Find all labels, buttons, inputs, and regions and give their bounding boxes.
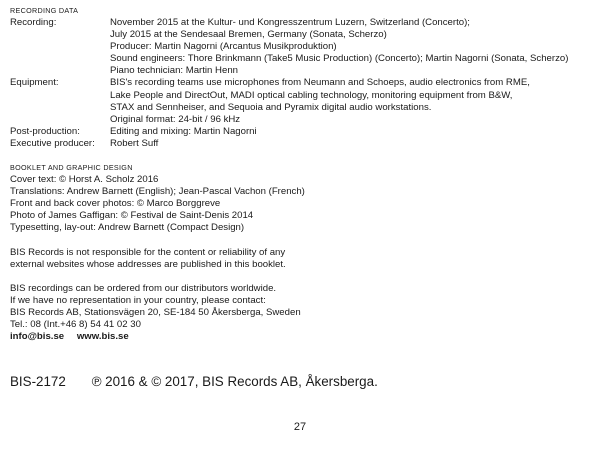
- executive-producer-line: Robert Suff: [110, 137, 159, 149]
- credit-line: Front and back cover photos: © Marco Borggreve: [10, 198, 221, 210]
- equipment-line: BIS's recording teams use microphones from Neumann and Schoeps, audio electronics from RME,: [110, 77, 530, 89]
- equipment-row: [10, 77, 595, 125]
- ordering-line: If we have no representation in your country, please contact:: [10, 294, 266, 306]
- email-link[interactable]: info@bis.se: [10, 331, 65, 343]
- recording-values: [110, 17, 595, 77]
- post-production-label: Post-production:: [10, 125, 80, 137]
- recording-label: Recording:: [10, 17, 57, 28]
- page-number: 27: [293, 421, 307, 433]
- disclaimer-line: BIS Records is not responsible for the content or reliability of any: [10, 246, 286, 258]
- recording-line: Producer: Martin Nagorni (Arcantus Musikproduktion): [110, 41, 337, 53]
- post-production-row: [10, 126, 595, 138]
- equipment-line: Original format: 24-bit / 96 kHz: [110, 113, 241, 125]
- executive-producer-label: Executive producer:: [10, 137, 95, 149]
- recording-data-rows: [10, 17, 595, 150]
- recording-data-heading: RECORDING DATA: [10, 6, 79, 15]
- executive-producer-row: [10, 138, 595, 150]
- contact-line: [10, 331, 595, 343]
- copyright-notice: ℗ 2016 & © 2017, BIS Records AB, Åkersberga.: [91, 374, 378, 389]
- booklet-design-credits: [10, 174, 595, 234]
- equipment-values: [110, 77, 595, 125]
- recording-line: Piano technician: Martin Henn: [110, 65, 238, 77]
- ordering-info: [10, 283, 595, 343]
- credit-line: Typesetting, lay-out: Andrew Barnett (Compact Design): [10, 222, 245, 234]
- post-production-line: Editing and mixing: Martin Nagorni: [110, 125, 257, 137]
- credit-line: Translations: Andrew Barnett (English); Jean-Pascal Vachon (French): [10, 186, 305, 198]
- credit-line: Photo of James Gaffigan: © Festival de Saint-Denis 2014: [10, 210, 254, 222]
- catalog-line: [10, 374, 378, 390]
- ordering-line: BIS recordings can be ordered from our distributors worldwide.: [10, 282, 277, 294]
- catalog-number: BIS-2172: [10, 374, 66, 389]
- recording-line: July 2015 at the Sendesaal Bremen, Germany (Sonata, Scherzo): [110, 29, 387, 41]
- executive-producer-values: [110, 138, 595, 150]
- booklet-design-heading: BOOKLET AND GRAPHIC DESIGN: [10, 163, 133, 173]
- post-production-values: [110, 126, 595, 138]
- ordering-line: BIS Records AB, Stationsvägen 20, SE-184 50 Åkersberga, Sweden: [10, 306, 301, 318]
- recording-row: [10, 17, 595, 77]
- booklet-page: [10, 6, 595, 343]
- recording-line: Sound engineers: Thore Brinkmann (Take5 Music Production) (Concerto); Martin Nagorni (Sonata, Scherzo): [110, 53, 569, 65]
- ordering-line: Tel.: 08 (Int.+46 8) 54 41 02 30: [10, 318, 141, 330]
- disclaimer-line: external websites whose addresses are published in this booklet.: [10, 258, 286, 270]
- equipment-line: Lake People and DirectOut, MADI optical cabling technology, monitoring equipment from B&W,: [110, 89, 513, 101]
- disclaimer: [10, 247, 595, 271]
- recording-line: November 2015 at the Kultur- und Kongresszentrum Luzern, Switzerland (Concerto);: [110, 17, 470, 28]
- equipment-line: STAX and Sennheiser, and Sequoia and Pyramix digital audio workstations.: [110, 101, 432, 113]
- credit-line: Cover text: © Horst A. Scholz 2016: [10, 174, 159, 186]
- website-link[interactable]: www.bis.se: [76, 331, 129, 343]
- equipment-label: Equipment:: [10, 77, 59, 89]
